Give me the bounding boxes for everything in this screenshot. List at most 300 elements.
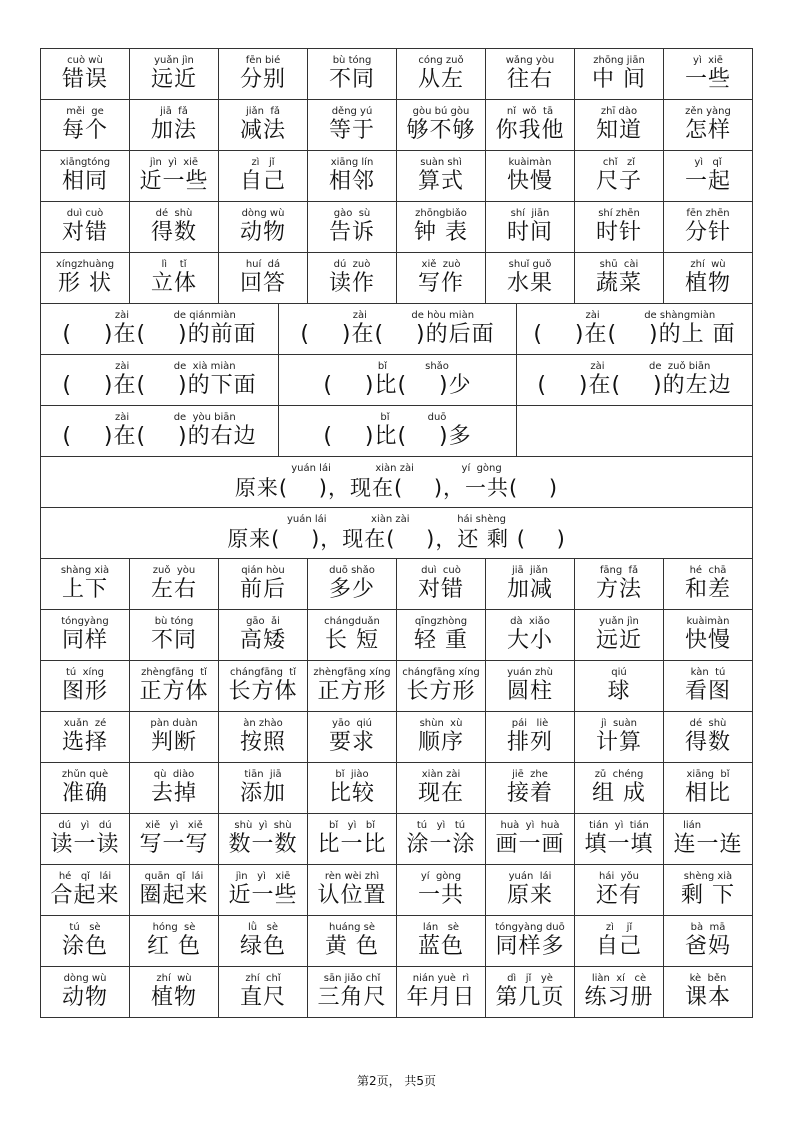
phrase-text: ( )在( )的前面: [62, 322, 257, 347]
hanzi: 相邻: [328, 169, 375, 194]
hanzi: 排列: [506, 730, 553, 755]
pinyin: zhōngbiǎo: [415, 208, 467, 219]
pinyin: zì jǐ: [251, 157, 275, 168]
pinyin: yí gòng: [420, 871, 462, 882]
hanzi: 数一数: [228, 832, 298, 857]
hanzi: 圆柱: [506, 679, 553, 704]
word-cell: [219, 763, 308, 813]
pinyin: yuán lái xiàn zài hái shèng: [286, 514, 507, 525]
hanzi: 相同: [61, 169, 108, 194]
word-cell: [397, 814, 486, 864]
phrase-cell: [517, 355, 753, 405]
word-cell: [664, 253, 753, 303]
pinyin: suàn shì: [420, 157, 462, 168]
pinyin: chángduǎn: [324, 616, 380, 627]
hanzi: 蓝色: [417, 934, 464, 959]
word-cell: [130, 100, 219, 150]
pinyin: jiē zhe: [512, 769, 548, 780]
word-cell: [486, 814, 575, 864]
pinyin: jiā fǎ: [160, 106, 188, 117]
pinyin: jiǎn fǎ: [245, 106, 281, 117]
hanzi: 顺序: [417, 730, 464, 755]
pinyin: kè běn: [689, 973, 727, 984]
hanzi: 连一连: [673, 832, 743, 857]
word-cell: [41, 763, 130, 813]
pinyin: huáng sè: [328, 922, 376, 933]
hanzi: 高矮: [239, 628, 286, 653]
pinyin: duō shǎo: [329, 565, 375, 576]
hanzi: 错误: [61, 67, 108, 92]
word-cell: [575, 202, 664, 252]
hanzi: 分针: [684, 220, 731, 245]
hanzi: 按照: [239, 730, 286, 755]
pinyin: shū cài: [599, 259, 639, 270]
pinyin: hóng sè: [152, 922, 196, 933]
pinyin: yì xiē: [693, 55, 723, 66]
pinyin: qiú: [611, 667, 627, 678]
pinyin: liàn xí cè: [591, 973, 647, 984]
word-row: [41, 763, 753, 814]
word-cell: [41, 559, 130, 609]
pinyin: xiàn zài: [421, 769, 461, 780]
pinyin: bǐ jiào: [335, 769, 369, 780]
word-row: [41, 49, 753, 100]
phrase-text: ( )比( )多: [323, 424, 472, 449]
pinyin: zài de zuǒ biān: [558, 361, 711, 372]
pinyin: kuàimàn: [508, 157, 552, 168]
word-cell: [397, 49, 486, 99]
word-cell: [575, 559, 664, 609]
word-row: [41, 712, 753, 763]
word-cell: [397, 202, 486, 252]
word-cell: [41, 202, 130, 252]
hanzi: 读作: [328, 271, 375, 296]
hanzi: 时间: [506, 220, 553, 245]
word-cell: [41, 253, 130, 303]
word-row: [41, 814, 753, 865]
pinyin: yuán zhù: [507, 667, 553, 678]
word-cell: [41, 100, 130, 150]
pinyin: shí jiān: [510, 208, 550, 219]
pinyin: bǐ yì bǐ: [328, 820, 376, 831]
word-cell: [397, 100, 486, 150]
pinyin: gào sù: [333, 208, 371, 219]
word-cell: [397, 610, 486, 660]
hanzi: 现在: [417, 781, 464, 806]
pinyin: bù tóng: [154, 616, 194, 627]
hanzi: 填一填: [584, 832, 654, 857]
hanzi: 第几页: [495, 985, 565, 1010]
hanzi: 远近: [595, 628, 642, 653]
word-cell: [664, 814, 753, 864]
pinyin: hái yǒu: [599, 871, 639, 882]
word-cell: [41, 865, 130, 915]
hanzi: 近一些: [228, 883, 298, 908]
hanzi: 看图: [684, 679, 731, 704]
hanzi: 加减: [506, 577, 553, 602]
word-cell: [130, 202, 219, 252]
phrase-cell: [517, 304, 753, 354]
hanzi: 尺子: [595, 169, 642, 194]
word-cell: [219, 151, 308, 201]
pinyin: zhí chǐ: [245, 973, 281, 984]
word-cell: [219, 661, 308, 711]
word-cell: [130, 763, 219, 813]
hanzi: 课本: [684, 985, 731, 1010]
page-number: 第2页， 共5页: [356, 1074, 437, 1088]
pinyin: hé chā: [689, 565, 727, 576]
word-cell: [664, 151, 753, 201]
sentence-row: [41, 508, 753, 559]
hanzi: 年月日: [406, 985, 476, 1010]
hanzi: 写作: [417, 271, 464, 296]
word-cell: [575, 712, 664, 762]
word-cell: [41, 814, 130, 864]
pinyin: cuò wù: [67, 55, 103, 66]
phrase-text: ( )在( )的左边: [537, 373, 732, 398]
word-row: [41, 559, 753, 610]
pinyin: tián yì tián: [589, 820, 649, 831]
pinyin: qián hòu: [241, 565, 285, 576]
hanzi: 减法: [239, 118, 286, 143]
pinyin: tú yì tú: [416, 820, 466, 831]
hanzi: 还有: [595, 883, 642, 908]
hanzi: 算式: [417, 169, 464, 194]
word-cell: [397, 967, 486, 1017]
word-cell: [397, 151, 486, 201]
pinyin: fēn zhēn: [686, 208, 730, 219]
hanzi: 长方体: [228, 679, 298, 704]
phrase-text: ( )在( )的上 面: [533, 322, 736, 347]
pinyin: zài de shàngmiàn: [553, 310, 716, 321]
word-cell: [308, 712, 397, 762]
hanzi: 快慢: [506, 169, 553, 194]
hanzi: 正方形: [317, 679, 387, 704]
word-row: [41, 202, 753, 253]
word-row: [41, 916, 753, 967]
word-cell: [486, 202, 575, 252]
hanzi: 自己: [595, 934, 642, 959]
hanzi: 和差: [684, 577, 731, 602]
word-cell: [575, 967, 664, 1017]
hanzi: 上下: [61, 577, 108, 602]
hanzi: 读一读: [50, 832, 120, 857]
word-cell: [664, 202, 753, 252]
pinyin: àn zhào: [243, 718, 283, 729]
word-cell: [219, 100, 308, 150]
word-cell: [308, 151, 397, 201]
pinyin: nián yuè rì: [412, 973, 470, 984]
word-cell: [397, 916, 486, 966]
phrase-row: [41, 406, 753, 457]
word-cell: [397, 253, 486, 303]
pinyin: tóngyàng duō: [495, 922, 565, 933]
pinyin: zhí wù: [690, 259, 726, 270]
word-cell: [308, 916, 397, 966]
word-cell: [664, 712, 753, 762]
word-cell: [664, 559, 753, 609]
phrase-text: ( )在( )的下面: [62, 373, 257, 398]
hanzi: 中 间: [592, 67, 646, 92]
pinyin: huí dá: [245, 259, 281, 270]
word-cell: [575, 916, 664, 966]
pinyin: kuàimàn: [686, 616, 730, 627]
word-row: [41, 661, 753, 712]
hanzi: 植物: [684, 271, 731, 296]
pinyin: zhèngfāng xíng: [313, 667, 391, 678]
phrase-row: [41, 355, 753, 406]
word-cell: [664, 49, 753, 99]
pinyin: měi ge: [66, 106, 104, 117]
vocabulary-table: [40, 48, 753, 1018]
pinyin: lǜ sè: [247, 922, 278, 933]
pinyin: zài de hòu miàn: [320, 310, 475, 321]
hanzi: 大小: [506, 628, 553, 653]
word-cell: [486, 865, 575, 915]
hanzi: 不同: [328, 67, 375, 92]
word-cell: [575, 610, 664, 660]
pinyin: kàn tú: [690, 667, 726, 678]
pinyin: dòng wù: [241, 208, 285, 219]
hanzi: 圈起来: [139, 883, 209, 908]
word-cell: [41, 610, 130, 660]
hanzi: 要求: [328, 730, 375, 755]
pinyin: jìn yì xiē: [235, 871, 291, 882]
phrase-cell: [279, 406, 517, 456]
pinyin: zhèngfāng tǐ: [141, 667, 207, 678]
pinyin: xiě yì xiě: [145, 820, 203, 831]
pinyin: yuán lái xiàn zài yí gòng: [291, 463, 502, 474]
hanzi: 告诉: [328, 220, 375, 245]
word-cell: [41, 661, 130, 711]
word-cell: [308, 100, 397, 150]
word-cell: [130, 151, 219, 201]
pinyin: hé qǐ lái: [58, 871, 112, 882]
word-cell: [486, 712, 575, 762]
hanzi: 动物: [61, 985, 108, 1010]
hanzi: 时针: [595, 220, 642, 245]
pinyin: cóng zuǒ: [418, 55, 464, 66]
word-cell: [486, 610, 575, 660]
word-cell: [219, 967, 308, 1017]
pinyin: shuǐ guǒ: [508, 259, 552, 270]
word-cell: [397, 712, 486, 762]
word-cell: [664, 661, 753, 711]
hanzi: 快慢: [684, 628, 731, 653]
pinyin: dì jǐ yè: [507, 973, 553, 984]
word-cell: [41, 151, 130, 201]
word-cell: [219, 814, 308, 864]
pinyin: zhōng jiān: [593, 55, 645, 66]
hanzi: 方法: [595, 577, 642, 602]
pinyin: lián: [683, 820, 733, 831]
phrase-cell: [41, 355, 279, 405]
pinyin: tú xíng: [66, 667, 104, 678]
pinyin: lì tǐ: [161, 259, 187, 270]
sentence-text: 原来( )，现在( )，一共( ): [234, 476, 559, 500]
pinyin: zuǒ yòu: [152, 565, 196, 576]
word-cell: [575, 151, 664, 201]
word-row: [41, 253, 753, 304]
hanzi: 认位置: [317, 883, 387, 908]
pinyin: shèng xià: [683, 871, 733, 882]
pinyin: fēn bié: [245, 55, 281, 66]
pinyin: xuǎn zé: [63, 718, 107, 729]
pinyin: pái liè: [511, 718, 549, 729]
sentence-cell: [41, 508, 753, 558]
pinyin: lán sè: [422, 922, 460, 933]
word-cell: [308, 763, 397, 813]
hanzi: 绿色: [239, 934, 286, 959]
word-cell: [41, 49, 130, 99]
word-cell: [130, 610, 219, 660]
pinyin: zì jǐ: [605, 922, 633, 933]
word-cell: [486, 661, 575, 711]
hanzi: 添加: [239, 781, 286, 806]
word-cell: [664, 916, 753, 966]
hanzi: 知道: [595, 118, 642, 143]
word-cell: [575, 49, 664, 99]
pinyin: děng yú: [331, 106, 373, 117]
hanzi: 直尺: [239, 985, 286, 1010]
word-cell: [486, 253, 575, 303]
word-cell: [130, 814, 219, 864]
pinyin: bà mā: [690, 922, 726, 933]
hanzi: 同样: [61, 628, 108, 653]
pinyin: jiā jiǎn: [511, 565, 549, 576]
pinyin: shùn xù: [419, 718, 463, 729]
pinyin: zài de qiánmiàn: [83, 310, 236, 321]
pinyin: dú yì dú: [58, 820, 112, 831]
hanzi: 剩 下: [681, 883, 735, 908]
pinyin: pàn duàn: [150, 718, 198, 729]
pinyin: yì qǐ: [694, 157, 722, 168]
pinyin: zài de xià miàn: [83, 361, 236, 372]
pinyin: duì cuò: [66, 208, 104, 219]
word-cell: [219, 865, 308, 915]
pinyin: nǐ wǒ tā: [506, 106, 554, 117]
word-cell: [486, 151, 575, 201]
hanzi: 原来: [506, 883, 553, 908]
pinyin: bǐ shǎo: [346, 361, 449, 372]
pinyin: tóngyàng: [61, 616, 109, 627]
word-row: [41, 100, 753, 151]
pinyin: qīngzhòng: [414, 616, 468, 627]
hanzi: 近一些: [139, 169, 209, 194]
word-row: [41, 610, 753, 661]
word-cell: [664, 100, 753, 150]
pinyin: xiāng bǐ: [686, 769, 730, 780]
hanzi: 从左: [417, 67, 464, 92]
hanzi: 植物: [150, 985, 197, 1010]
word-cell: [486, 916, 575, 966]
word-cell: [486, 100, 575, 150]
word-cell: [308, 559, 397, 609]
word-cell: [41, 916, 130, 966]
hanzi: 动物: [239, 220, 286, 245]
pinyin: xíngzhuàng: [55, 259, 115, 270]
phrase-cell: [279, 304, 517, 354]
word-cell: [219, 712, 308, 762]
pinyin: zěn yàng: [685, 106, 731, 117]
word-cell: [575, 814, 664, 864]
pinyin: xiāngtóng: [59, 157, 111, 168]
word-cell: [575, 100, 664, 150]
pinyin: tú sè: [69, 922, 101, 933]
word-cell: [397, 865, 486, 915]
word-cell: [219, 253, 308, 303]
word-cell: [219, 559, 308, 609]
pinyin: gòu bú gòu: [412, 106, 470, 117]
hanzi: 分别: [239, 67, 286, 92]
word-cell: [308, 661, 397, 711]
hanzi: 黄 色: [325, 934, 379, 959]
hanzi: 轻 重: [414, 628, 468, 653]
word-row: [41, 865, 753, 916]
hanzi: 正方体: [139, 679, 209, 704]
pinyin: wǎng yòu: [505, 55, 555, 66]
hanzi: 加法: [150, 118, 197, 143]
pinyin: duì cuò: [421, 565, 461, 576]
pinyin: qù diào: [153, 769, 195, 780]
word-cell: [486, 559, 575, 609]
pinyin: dú zuò: [333, 259, 371, 270]
pinyin: yuán lái: [508, 871, 552, 882]
pinyin: zài de yòu biān: [83, 412, 236, 423]
word-cell: [397, 763, 486, 813]
word-cell: [41, 967, 130, 1017]
word-cell: [575, 661, 664, 711]
hanzi: 每个: [61, 118, 108, 143]
word-cell: [664, 865, 753, 915]
hanzi: 往右: [506, 67, 553, 92]
pinyin: chángfāng tǐ: [229, 667, 297, 678]
phrase-text: ( )在( )的后面: [300, 322, 495, 347]
pinyin: zǔ chéng: [594, 769, 644, 780]
word-cell: [219, 916, 308, 966]
hanzi: 接着: [506, 781, 553, 806]
hanzi: 写一写: [139, 832, 209, 857]
sentence-text: 原来( )，现在( )，还 剩 ( ): [227, 527, 566, 551]
hanzi: 去掉: [150, 781, 197, 806]
word-cell: [486, 763, 575, 813]
hanzi: 图形: [61, 679, 108, 704]
hanzi: 对错: [61, 220, 108, 245]
phrase-row: [41, 304, 753, 355]
hanzi: 回答: [239, 271, 286, 296]
word-cell: [130, 865, 219, 915]
word-cell: [575, 253, 664, 303]
pinyin: shí zhēn: [598, 208, 640, 219]
pinyin: bù tóng: [332, 55, 372, 66]
pinyin: chángfāng xíng: [402, 667, 480, 678]
pinyin: rèn wèi zhì: [324, 871, 380, 882]
hanzi: 涂色: [61, 934, 108, 959]
hanzi: 钟 表: [414, 220, 468, 245]
hanzi: 多少: [328, 577, 375, 602]
word-cell: [397, 559, 486, 609]
word-cell: [308, 49, 397, 99]
pinyin: xiě zuò: [421, 259, 461, 270]
pinyin: fāng fǎ: [599, 565, 639, 576]
word-cell: [308, 253, 397, 303]
word-cell: [308, 814, 397, 864]
pinyin: bǐ duō: [348, 412, 447, 423]
hanzi: 一共: [417, 883, 464, 908]
hanzi: 爸妈: [684, 934, 731, 959]
word-cell: [130, 661, 219, 711]
hanzi: 合起来: [50, 883, 120, 908]
